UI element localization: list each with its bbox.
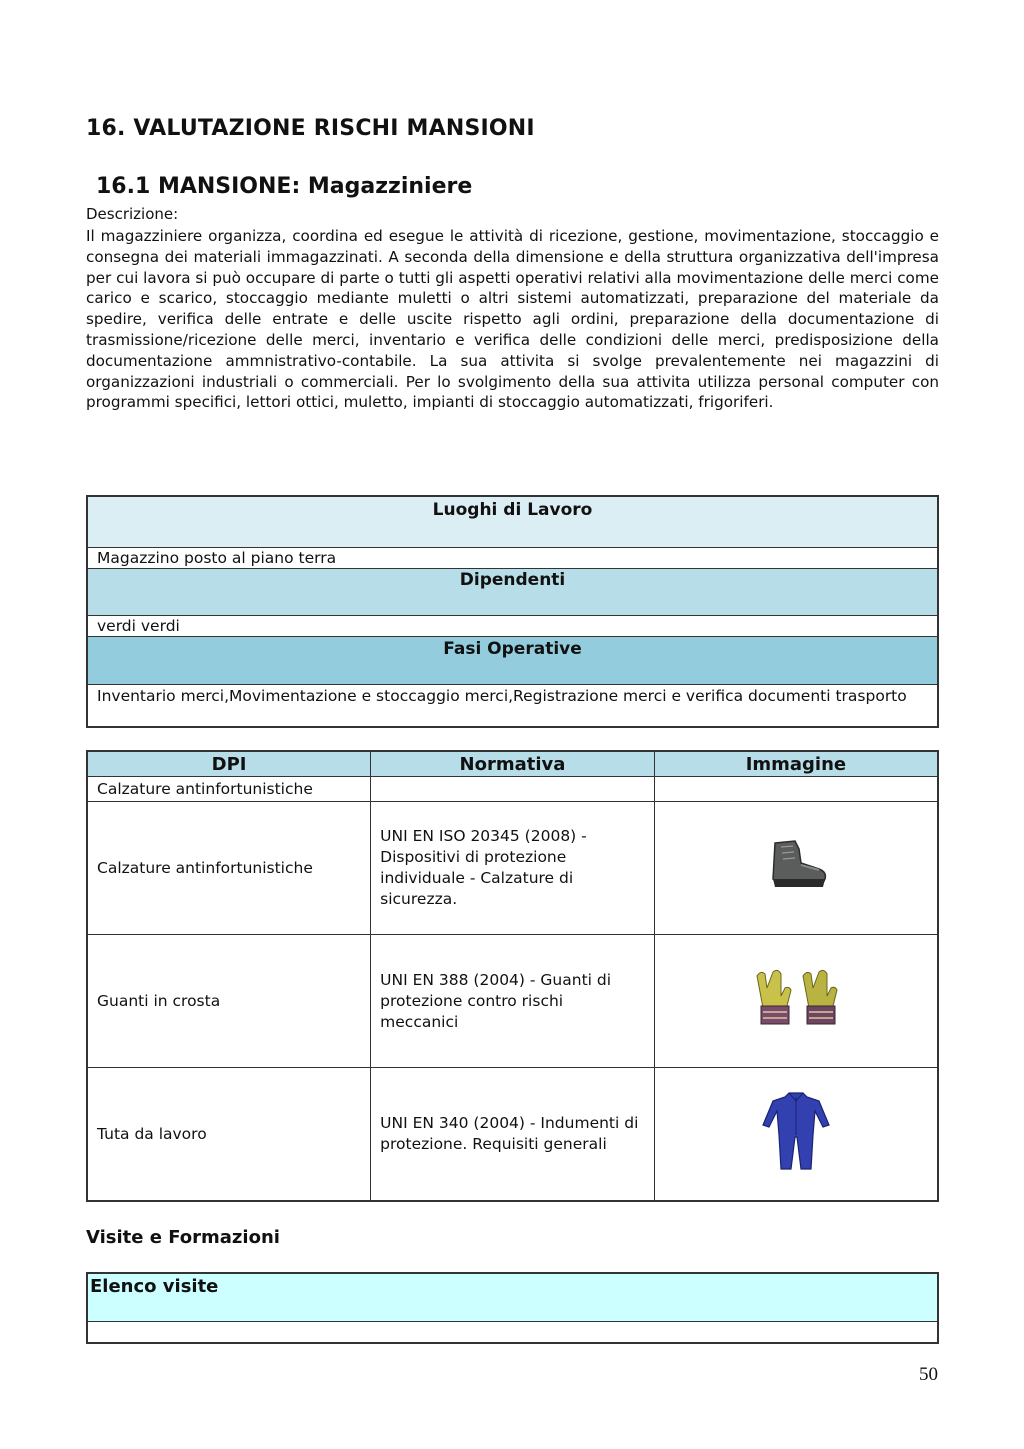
subsection-title: 16.1 MANSIONE: Magazziniere <box>96 174 473 199</box>
table-row <box>87 1068 938 1202</box>
dpi-image-cell <box>654 777 938 802</box>
safety-shoe-icon <box>761 835 831 895</box>
dipendenti-header: Dipendenti <box>87 569 938 616</box>
table-row <box>87 777 938 802</box>
dpi-name: Calzature antinfortunistiche <box>87 802 371 935</box>
dpi-normativa <box>371 777 655 802</box>
dpi-name: Calzature antinfortunistiche <box>87 777 371 802</box>
table-row <box>87 802 938 935</box>
work-gloves-icon <box>751 966 841 1030</box>
dipendenti-value: verdi verdi <box>87 616 938 637</box>
dpi-image-cell <box>654 1068 938 1202</box>
dpi-normativa: UNI EN 388 (2004) - Guanti di protezione contro rischi meccanici <box>371 935 655 1068</box>
immagine-col-header: Immagine <box>654 751 938 777</box>
normativa-col-header: Normativa <box>371 751 655 777</box>
page-number: 50 <box>919 1364 938 1385</box>
dpi-name: Tuta da lavoro <box>87 1068 371 1202</box>
dpi-col-header: DPI <box>87 751 371 777</box>
dpi-normativa: UNI EN 340 (2004) - Indumenti di protezione. Requisiti generali <box>371 1068 655 1202</box>
description-label: Descrizione: <box>86 205 179 223</box>
section-title: 16. VALUTAZIONE RISCHI MANSIONI <box>86 116 535 141</box>
elenco-visite-header: Elenco visite <box>87 1273 938 1322</box>
coverall-icon <box>761 1089 831 1173</box>
fasi-header: Fasi Operative <box>87 637 938 685</box>
description-text: Il magazziniere organizza, coordina ed esegue le attività di ricezione, gestione, movimentazione, stoccaggio e consegna dei materiali immagazzinati. A seconda della dimensione e della struttura organizzativa dell'impresa per cui lavora si può occupare di parte o tutti gli aspetti operativi relativi alla movimentazione delle merci come carico e scarico, stoccaggio mediante muletti o altri sistemi automatizzati, preparazione del materiale da spedire, verifica delle entrate e delle uscite rispetto agli ordini, preparazione della documentazione di trasmissione/ricezione delle merci, inventario e verifica delle condizioni delle merci, predisposizione della documentazione ammnistrativo-contabile. La sua attivita si svolge prevalentemente nei magazzini di organizzazioni industriali o commerciali. Per lo svolgimento della sua attivita utilizza personal computer con programmi specifici, lettori ottici, muletto, impianti di stoccaggio automatizzati, frigoriferi. <box>86 227 939 412</box>
fasi-value: Inventario merci,Movimentazione e stoccaggio merci,Registrazione merci e verifica documenti trasporto <box>87 685 938 728</box>
visite-title: Visite e Formazioni <box>86 1227 280 1248</box>
luoghi-header: Luoghi di Lavoro <box>87 496 938 548</box>
dpi-normativa: UNI EN ISO 20345 (2008) - Dispositivi di protezione individuale - Calzature di sicurezza. <box>371 802 655 935</box>
dpi-image-cell <box>654 802 938 935</box>
visite-table <box>86 1272 939 1344</box>
dpi-name: Guanti in crosta <box>87 935 371 1068</box>
table-row <box>87 935 938 1068</box>
dpi-table <box>86 750 939 1202</box>
dpi-image-cell <box>654 935 938 1068</box>
luoghi-value: Magazzino posto al piano terra <box>87 548 938 569</box>
elenco-visite-empty-row <box>87 1322 938 1344</box>
info-table <box>86 495 939 728</box>
